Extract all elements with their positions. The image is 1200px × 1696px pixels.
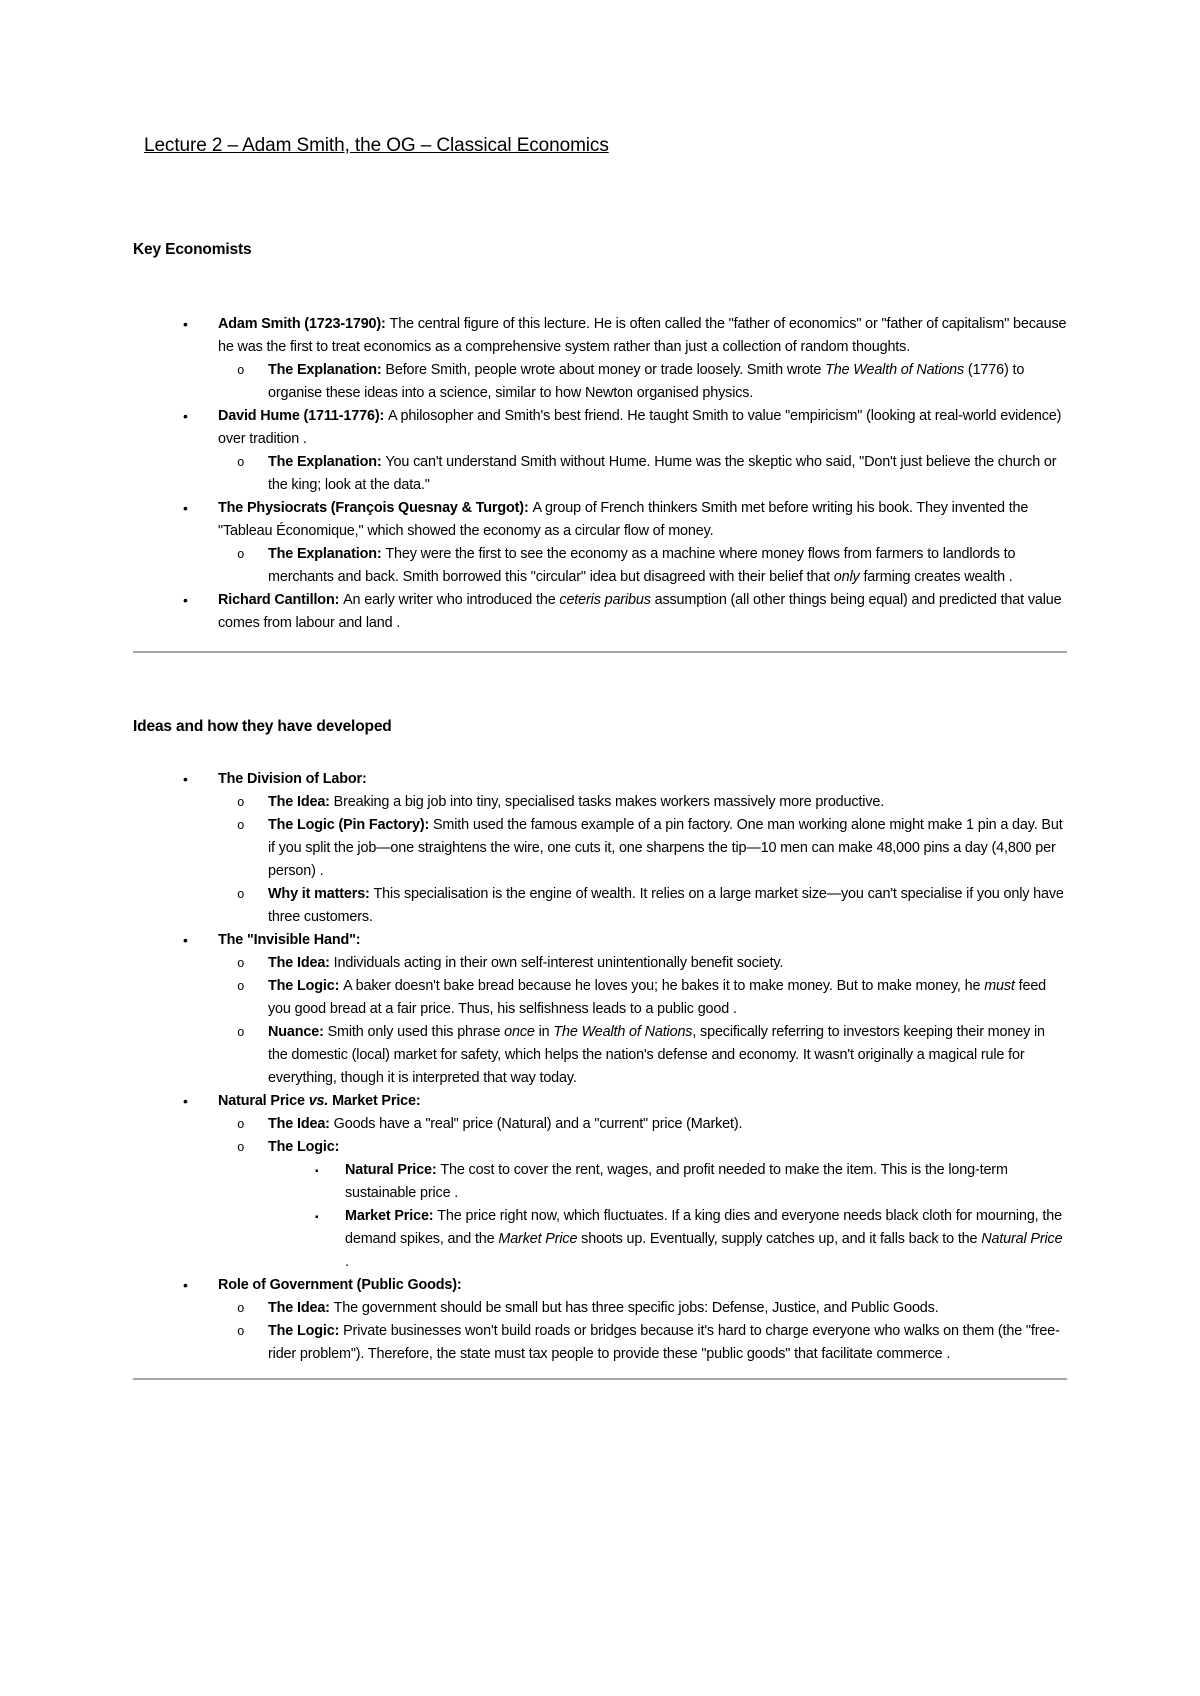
text-run: Market Price: — [328, 1093, 421, 1109]
text-run: The cost to cover the rent, wages, and profit needed to make the item. This is the long-term sustainable price . — [345, 1162, 1008, 1201]
text-run: Natural Price: — [345, 1162, 441, 1178]
text-run: only — [833, 569, 860, 585]
text-run: Breaking a big job into tiny, specialised tasks makes workers massively more productive. — [333, 794, 885, 810]
section-heading: Ideas and how they have developed — [133, 718, 392, 735]
text-run: Why it matters: — [268, 886, 374, 902]
list-item — [133, 1090, 1067, 1113]
text-run: The Wealth of Nations — [553, 1024, 693, 1040]
list-item — [133, 1320, 1067, 1366]
text-run: The Logic: — [268, 1323, 344, 1339]
list-item — [133, 543, 1067, 589]
bullet-marker: o — [237, 548, 245, 562]
bullet-marker: o — [237, 1141, 245, 1155]
text-run: This specialisation is the engine of wealth. It relies on a large market size—you can't specialise if you only have three customers. — [268, 886, 1064, 925]
text-run: The Idea: — [268, 955, 334, 971]
section-divider — [133, 1378, 1067, 1380]
text-run: must — [984, 978, 1015, 994]
text-run: Role of Government (Public Goods): — [218, 1277, 462, 1293]
list-item — [133, 952, 1067, 975]
section-heading: Key Economists — [133, 241, 252, 258]
bullet-marker: o — [237, 1302, 245, 1316]
section — [133, 159, 1067, 653]
list-item — [133, 1297, 1067, 1320]
document-sections — [133, 159, 1067, 1380]
list-item — [133, 814, 1067, 883]
bullet-marker: • — [183, 1093, 188, 1109]
text-run: An early writer who introduced the — [343, 592, 560, 608]
text-run: Market Price: — [345, 1208, 438, 1224]
text-run: Natural Price — [981, 1231, 1063, 1247]
text-run: ceteris paribus — [559, 592, 651, 608]
text-run: Individuals acting in their own self-interest unintentionally benefit society. — [333, 955, 784, 971]
text-run: Before Smith, people wrote about money or trade loosely. Smith wrote — [385, 362, 826, 378]
bullet-marker: ▪ — [315, 1212, 319, 1223]
list-item — [133, 1113, 1067, 1136]
text-run: (1776) to organise these ideas into a science, similar to how Newton organised physics. — [268, 362, 1025, 401]
text-run: feed you good bread at a fair price. Thus, his selfishness leads to a public good . — [268, 978, 1047, 1017]
document-content — [133, 0, 1067, 1380]
bullet-marker: o — [237, 364, 245, 378]
list-item — [133, 1136, 1067, 1159]
text-run: Market Price — [498, 1231, 578, 1247]
bullet-marker: • — [183, 771, 188, 787]
text-run: A group of French thinkers Smith met before writing his book. They invented the "Tableau Économique," which showed the economy as a circular flow of money. — [218, 500, 1029, 539]
bullet-list — [133, 260, 1067, 635]
text-run: The central figure of this lecture. He is often called the "father of economics" or "father of capitalism" because he was the first to treat economics as a comprehensive system rather than just a collection of random thoughts. — [218, 316, 1067, 355]
text-run: Nuance: — [268, 1024, 328, 1040]
text-run: The Idea: — [268, 1116, 334, 1132]
text-run: The Physiocrats (François Quesnay & Turgot): — [218, 500, 533, 516]
list-item — [133, 1159, 1067, 1205]
text-run: once — [504, 1024, 535, 1040]
bullet-marker: o — [237, 1325, 245, 1339]
bullet-marker: o — [237, 456, 245, 470]
text-run: You can't understand Smith without Hume. Hume was the skeptic who said, "Don't just believe the church or the king; look at the data." — [268, 454, 1057, 493]
bullet-marker: • — [183, 932, 188, 948]
text-run: The government should be small but has three specific jobs: Defense, Justice, and Public Goods. — [333, 1300, 939, 1316]
document-title: Lecture 2 – Adam Smith, the OG – Classical Economics — [144, 135, 609, 156]
list-item — [133, 883, 1067, 929]
bullet-marker: • — [183, 408, 188, 424]
list-item — [133, 1205, 1067, 1274]
text-run: Goods have a "real" price (Natural) and a "current" price (Market). — [333, 1116, 743, 1132]
list-item — [133, 497, 1067, 543]
list-item — [133, 1021, 1067, 1090]
list-item — [133, 405, 1067, 451]
bullet-marker: o — [237, 1026, 245, 1040]
text-run: . — [345, 1254, 349, 1270]
text-run: Natural Price — [218, 1093, 309, 1109]
text-run: The price right now, which fluctuates. If a king dies and everyone needs black cloth for mourning, the demand spikes, and the — [345, 1208, 1062, 1247]
bullet-marker: • — [183, 316, 188, 332]
bullet-marker: o — [237, 888, 245, 902]
bullet-marker: o — [237, 957, 245, 971]
text-run: The "Invisible Hand": — [218, 932, 361, 948]
bullet-marker: o — [237, 796, 245, 810]
text-run: farming creates wealth . — [859, 569, 1013, 585]
bullet-marker: o — [237, 980, 245, 994]
text-run: They were the first to see the economy as a machine where money flows from farmers to landlords to merchants and back. Smith borrowed this "circular" idea but disagreed with their belief that — [268, 546, 1016, 585]
text-run: vs. — [308, 1093, 329, 1109]
text-run: The Logic (Pin Factory): — [268, 817, 433, 833]
bullet-list — [133, 737, 1067, 1366]
text-run: David Hume (1711-1776): — [218, 408, 388, 424]
text-run: The Explanation: — [268, 546, 386, 562]
text-run: Smith used the famous example of a pin factory. One man working alone might make 1 pin a day. But if you split the job—one straightens the wire, one cuts it, one sharpens the tip—10 men can make 48,000 pins a day (4,800 per person) . — [268, 817, 1063, 879]
list-item — [133, 313, 1067, 359]
bullet-marker: ▪ — [315, 1166, 319, 1177]
text-run: The Explanation: — [268, 362, 386, 378]
bullet-marker: o — [237, 819, 245, 833]
text-run: shoots up. Eventually, supply catches up, and it falls back to the — [577, 1231, 982, 1247]
list-item — [133, 451, 1067, 497]
text-run: in — [534, 1024, 554, 1040]
text-run: The Logic: — [268, 978, 344, 994]
text-run: The Idea: — [268, 794, 334, 810]
text-run: The Explanation: — [268, 454, 386, 470]
list-item — [133, 929, 1067, 952]
list-item — [133, 589, 1067, 635]
text-run: The Idea: — [268, 1300, 334, 1316]
text-run: A baker doesn't bake bread because he loves you; he bakes it to make money. But to make money, he — [343, 978, 985, 994]
list-item — [133, 768, 1067, 791]
text-run: Adam Smith (1723-1790): — [218, 316, 390, 332]
bullet-marker: • — [183, 500, 188, 516]
text-run: A philosopher and Smith's best friend. He taught Smith to value "empiricism" (looking at real-world evidence) over tradition . — [218, 408, 1062, 447]
list-item — [133, 1274, 1067, 1297]
bullet-marker: • — [183, 592, 188, 608]
list-item — [133, 359, 1067, 405]
text-run: Smith only used this phrase — [327, 1024, 505, 1040]
text-run: Richard Cantillon: — [218, 592, 344, 608]
section — [133, 653, 1067, 1380]
text-run: assumption (all other things being equal) and predicted that value comes from labour and land . — [218, 592, 1062, 631]
bullet-marker: • — [183, 1277, 188, 1293]
text-run: , specifically referring to investors keeping their money in the domestic (local) market for safety, which helps the nation's defense and economy. It wasn't originally a magical rule for everything, though it is interpreted that way today. — [268, 1024, 1045, 1086]
text-run: The Logic: — [268, 1139, 340, 1155]
text-run: The Division of Labor: — [218, 771, 367, 787]
bullet-marker: o — [237, 1118, 245, 1132]
list-item — [133, 975, 1067, 1021]
text-run: Private businesses won't build roads or bridges because it's hard to charge everyone who walks on them (the "free-rider problem"). Therefore, the state must tax people to provide these "public goods" that facilitate commerce . — [268, 1323, 1060, 1362]
text-run: The Wealth of Nations — [825, 362, 965, 378]
list-item — [133, 791, 1067, 814]
